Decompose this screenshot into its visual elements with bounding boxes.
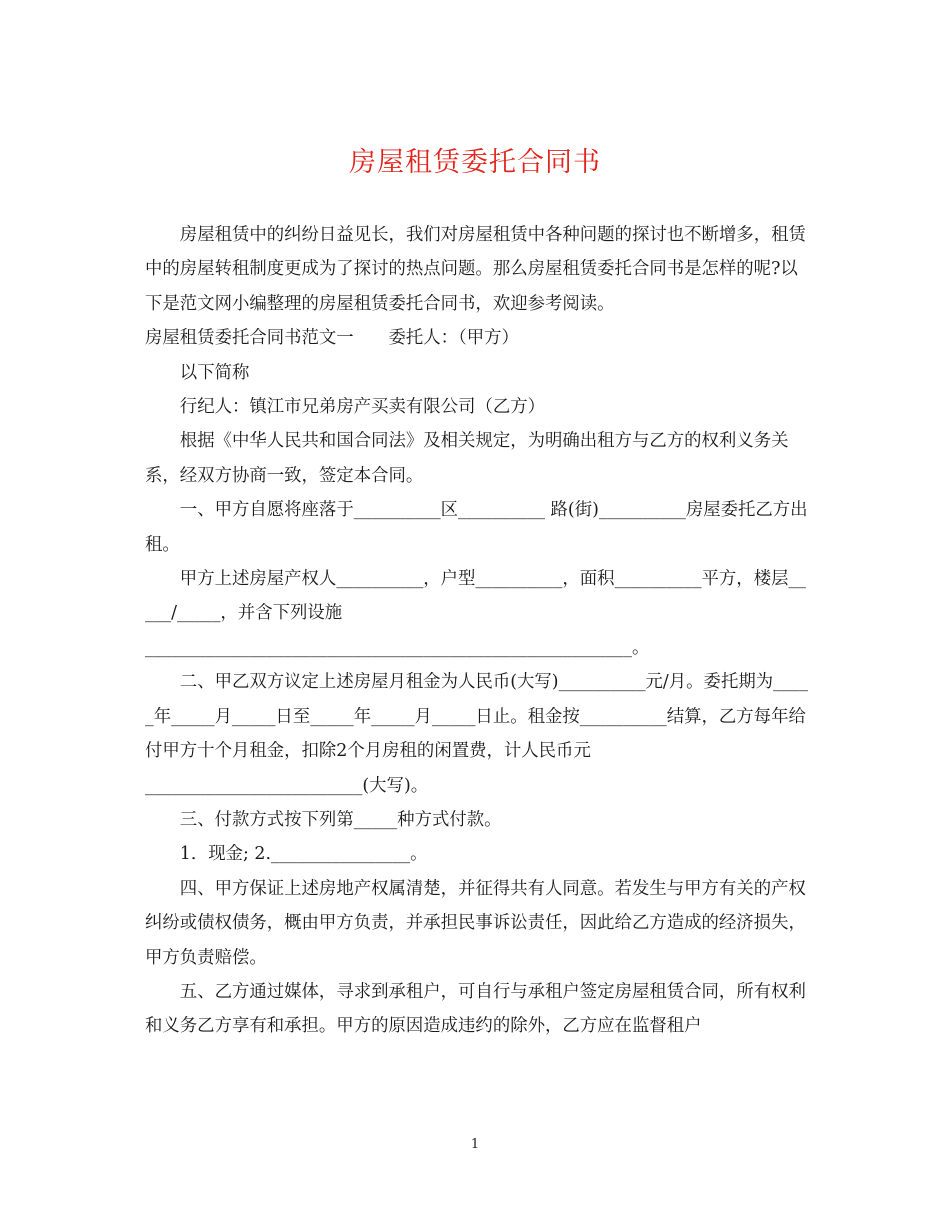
clause-1: 一、甲方自愿将座落于__________区__________ 路(街)__________房屋委托乙方出租。 [145,500,808,555]
paragraph-agent: 行纪人：镇江市兄弟房产买卖有限公司（乙方） [179,397,546,418]
clause-4: 四、甲方保证上述房地产权属清楚，并征得共有人同意。若发生与甲方有关的产权纠纷或债权债务，概由甲方负责，并承担民事诉讼责任，因此给乙方造成的经济损失，甲方负责赔偿。 [145,878,806,968]
clause-1-property-details: 甲方上述房屋产权人__________，户型__________，面积__________平方，楼层_____/_____，并含下列设施 [145,569,806,624]
paragraph-legal-basis: 根据《中华人民共和国合同法》及相关规定，为明确出租方与乙方的权利义务关系，经双方协商一致，签定本合同。 [145,431,789,486]
document-title: 房屋租赁委托合同书 [349,147,601,178]
paragraph-short-name: 以下简称 [179,362,250,383]
intro-paragraph: 房屋租赁中的纠纷日益见长，我们对房屋租赁中各种问题的探讨也不断增多，租赁中的房屋转租制度更成为了探讨的热点问题。那么房屋租赁委托合同书是怎样的呢?以下是范文网小编整理的房屋租赁委托合同书，欢迎参考阅读。 [145,225,806,314]
page-number: 1 [470,1137,480,1152]
clause-5: 五、乙方通过媒体，寻求到承租户，可自行与承租户签定房屋租赁合同，所有权利和义务乙方享有和承担。甲方的原因造成违约的除外，乙方应在监督租户 [145,981,806,1037]
clause-2-amount-line: _________________________(大写)。 [145,775,429,796]
clause-3: 三、付款方式按下列第_____种方式付款。 [179,809,502,830]
clause-2: 二、甲乙双方议定上述房屋月租金为人民币(大写)__________元/月。委托期为_____年_____月_____日至_____年_____月_____日止。租金按__________结算，乙方每年给付甲方十个月租金，扣除2个月房租的闲置费，计人民币元 [145,672,808,762]
clause-3-options: 1．现金; 2.________________。 [179,844,428,865]
document-body [145,218,810,1044]
facilities-blank-line: ________________________________________________________。 [145,637,650,658]
sample-heading-line: 房屋租赁委托合同书范文一 委托人：（甲方） [145,328,519,349]
